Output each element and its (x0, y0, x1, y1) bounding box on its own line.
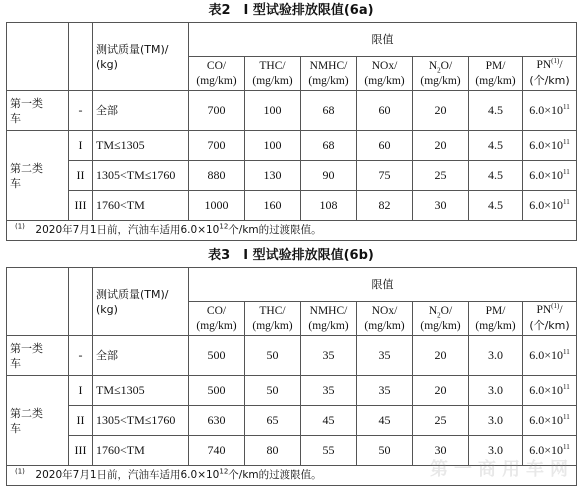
pollutant-unit: (mg/km) (308, 74, 349, 87)
footnote-marker: (1) (551, 302, 560, 311)
limit-value: 30 (413, 191, 469, 221)
pollutant-name: NOx/ (371, 304, 398, 317)
table-row (7, 336, 577, 376)
mass-range: 全部 (93, 336, 189, 376)
pn-base: 6.0×10 (529, 168, 564, 182)
limit-value: 130 (245, 161, 301, 191)
table-caption-6b: 表3 I 型试验排放限值(6b) (208, 248, 374, 263)
limit-value: 60 (357, 131, 413, 161)
class-label-line1: 第二类 (10, 406, 43, 420)
corner-blank (7, 23, 69, 91)
pollutant-header (189, 57, 245, 91)
mass-header-line2: (kg) (96, 302, 118, 316)
pn-base: 6.0×10 (529, 348, 564, 362)
mass-header-line1: 测试质量(TM)/ (96, 42, 169, 56)
limit-value: 35 (357, 336, 413, 376)
limit-value: 20 (413, 131, 469, 161)
pn-limit-value (523, 406, 577, 436)
level-cell: I (69, 376, 93, 406)
mass-header (93, 23, 189, 91)
corner-blank (69, 268, 93, 336)
class-label-line2: 车 (10, 421, 21, 435)
pn-exponent: 11 (563, 168, 570, 176)
pollutant-unit: (mg/km) (475, 74, 516, 87)
limit-value: 20 (413, 376, 469, 406)
mass-range: 1760<TM (93, 191, 189, 221)
limit-value: 50 (357, 436, 413, 466)
pn-exponent: 11 (563, 348, 570, 356)
pollutant-name: N (428, 304, 438, 317)
pollutant-name: / (559, 59, 563, 71)
class-label-line1: 第一类 (10, 341, 43, 355)
pn-exponent: 11 (563, 198, 570, 206)
pollutant-name: NMHC/ (309, 304, 348, 317)
limit-value: 68 (301, 91, 357, 131)
table-row (7, 191, 577, 221)
pollutant-unit: (mg/km) (364, 319, 405, 332)
limit-value: 30 (413, 436, 469, 466)
pollutant-header (245, 57, 301, 91)
limit-value: 55 (301, 436, 357, 466)
pn-limit-value (523, 161, 577, 191)
pn-exponent: 11 (563, 383, 570, 391)
level-cell: - (69, 91, 93, 131)
limit-value: 4.5 (469, 131, 523, 161)
pollutant-unit: (mg/km) (252, 319, 293, 332)
header-row (7, 268, 577, 302)
pollutant-header (189, 302, 245, 336)
footnote-exponent: 12 (219, 222, 229, 231)
limit-value: 108 (301, 191, 357, 221)
pn-limit-value (523, 91, 577, 131)
pollutant-name: NOx/ (371, 59, 398, 72)
pollutant-unit: (mg/km) (308, 319, 349, 332)
pollutant-header (469, 302, 523, 336)
level-cell: III (69, 436, 93, 466)
pollutant-name: PM/ (485, 304, 506, 317)
limit-value: 35 (301, 336, 357, 376)
pollutant-header (413, 302, 469, 336)
mass-header-line2: (kg) (96, 57, 118, 71)
pollutant-name: PN (536, 304, 552, 316)
limit-value: 45 (301, 406, 357, 436)
pollutant-header (301, 57, 357, 91)
limit-value: 500 (189, 376, 245, 406)
limit-value: 45 (357, 406, 413, 436)
limits-header: 限值 (189, 23, 577, 57)
limit-value: 700 (189, 131, 245, 161)
limit-value: 3.0 (469, 436, 523, 466)
pollutant-unit: (mg/km) (475, 319, 516, 332)
limit-value: 1000 (189, 191, 245, 221)
table-row (7, 161, 577, 191)
pollutant-name: THC/ (259, 304, 286, 317)
limit-value: 50 (245, 336, 301, 376)
pollutant-name: NMHC/ (309, 59, 348, 72)
limit-value: 68 (301, 131, 357, 161)
table-row (7, 91, 577, 131)
level-cell: - (69, 336, 93, 376)
pn-base: 6.0×10 (529, 413, 564, 427)
pollutant-header (357, 302, 413, 336)
footnote-marker: (1) (551, 57, 560, 66)
footnote-marker: (1) (15, 467, 25, 476)
limit-value: 630 (189, 406, 245, 436)
pollutant-unit: (个/km) (529, 319, 570, 332)
footnote-text: 2020年7月1日前，汽油车适用6.0×10 (24, 469, 220, 481)
table-row (7, 131, 577, 161)
mass-range: TM≤1305 (93, 131, 189, 161)
vehicle-class-2 (7, 376, 69, 466)
pn-exponent: 11 (563, 138, 570, 146)
class-label-line2: 车 (10, 111, 21, 125)
corner-blank (7, 268, 69, 336)
level-cell: II (69, 406, 93, 436)
pollutant-subscript: 2 (437, 65, 441, 74)
limit-value: 100 (245, 91, 301, 131)
footnote-text: 个/km的过渡限值。 (228, 224, 322, 236)
pollutant-unit: (个/km) (529, 74, 570, 87)
pn-limit-value (523, 191, 577, 221)
pollutant-header (469, 57, 523, 91)
limit-value: 3.0 (469, 376, 523, 406)
class-label-line2: 车 (10, 356, 21, 370)
pn-base: 6.0×10 (529, 383, 564, 397)
footnote (7, 221, 577, 241)
limit-value: 20 (413, 336, 469, 376)
limit-value: 35 (301, 376, 357, 406)
class-label-line2: 车 (10, 176, 21, 190)
pollutant-header (357, 57, 413, 91)
pollutant-name: THC/ (259, 59, 286, 72)
pollutant-name: CO/ (206, 304, 227, 317)
level-cell: II (69, 161, 93, 191)
limit-value: 50 (245, 376, 301, 406)
mass-header-line1: 测试质量(TM)/ (96, 287, 169, 301)
limit-value: 4.5 (469, 161, 523, 191)
pollutant-unit: (mg/km) (196, 74, 237, 87)
pollutant-unit: (mg/km) (196, 319, 237, 332)
pollutant-header (523, 57, 577, 91)
limit-value: 160 (245, 191, 301, 221)
emission-limits-table-6b (6, 267, 577, 486)
pollutant-subscript: 2 (437, 310, 441, 319)
corner-blank (69, 23, 93, 91)
pollutant-header (245, 302, 301, 336)
limit-value: 3.0 (469, 406, 523, 436)
limit-value: 4.5 (469, 191, 523, 221)
mass-range: TM≤1305 (93, 376, 189, 406)
pn-base: 6.0×10 (529, 443, 564, 457)
table-caption-6a: 表2 I 型试验排放限值(6a) (208, 3, 374, 18)
pollutant-name: / (559, 304, 563, 316)
footnote-text: 个/km的过渡限值。 (228, 469, 322, 481)
limit-value: 4.5 (469, 91, 523, 131)
mass-header (93, 268, 189, 336)
table-row (7, 406, 577, 436)
vehicle-class-1 (7, 91, 69, 131)
limit-value: 80 (245, 436, 301, 466)
pollutant-unit: (mg/km) (252, 74, 293, 87)
pollutant-header (301, 302, 357, 336)
limit-value: 500 (189, 336, 245, 376)
footnote-marker: (1) (15, 222, 25, 231)
mass-range: 1305<TM≤1760 (93, 406, 189, 436)
pollutant-unit: (mg/km) (364, 74, 405, 87)
limits-header: 限值 (189, 268, 577, 302)
vehicle-class-2 (7, 131, 69, 221)
class-label-line1: 第二类 (10, 161, 43, 175)
watermark-logo: 第一商用车网 (430, 459, 574, 480)
pn-limit-value (523, 336, 577, 376)
limit-value: 35 (357, 376, 413, 406)
pollutant-unit: (mg/km) (420, 74, 461, 87)
limit-value: 700 (189, 91, 245, 131)
level-cell: III (69, 191, 93, 221)
pollutant-unit: (mg/km) (420, 319, 461, 332)
pn-exponent: 11 (563, 443, 570, 451)
limit-value: 75 (357, 161, 413, 191)
limit-value: 20 (413, 91, 469, 131)
pn-base: 6.0×10 (529, 198, 564, 212)
pollutant-name: CO/ (206, 59, 227, 72)
emission-limits-table-6a (6, 22, 577, 241)
footnote-text: 2020年7月1日前，汽油车适用6.0×10 (24, 224, 220, 236)
pn-exponent: 11 (563, 413, 570, 421)
footnote-exponent: 12 (219, 467, 229, 476)
pn-limit-value (523, 131, 577, 161)
pollutant-name: PN (536, 59, 552, 71)
limit-value: 65 (245, 406, 301, 436)
pollutant-header (413, 57, 469, 91)
limit-value: 740 (189, 436, 245, 466)
pn-base: 6.0×10 (529, 138, 564, 152)
mass-range: 全部 (93, 91, 189, 131)
pn-limit-value (523, 376, 577, 406)
limit-value: 3.0 (469, 336, 523, 376)
limit-value: 90 (301, 161, 357, 191)
pollutant-name: O/ (440, 59, 453, 72)
pn-base: 6.0×10 (529, 103, 564, 117)
pollutant-header (523, 302, 577, 336)
mass-range: 1760<TM (93, 436, 189, 466)
pollutant-name: PM/ (485, 59, 506, 72)
class-label-line1: 第一类 (10, 96, 43, 110)
limit-value: 82 (357, 191, 413, 221)
limit-value: 60 (357, 91, 413, 131)
header-row (7, 23, 577, 57)
pollutant-name: N (428, 59, 438, 72)
pn-exponent: 11 (563, 103, 570, 111)
table-row (7, 376, 577, 406)
vehicle-class-1 (7, 336, 69, 376)
limit-value: 25 (413, 161, 469, 191)
level-cell: I (69, 131, 93, 161)
mass-range: 1305<TM≤1760 (93, 161, 189, 191)
limit-value: 100 (245, 131, 301, 161)
pollutant-name: O/ (440, 304, 453, 317)
limit-value: 880 (189, 161, 245, 191)
limit-value: 25 (413, 406, 469, 436)
